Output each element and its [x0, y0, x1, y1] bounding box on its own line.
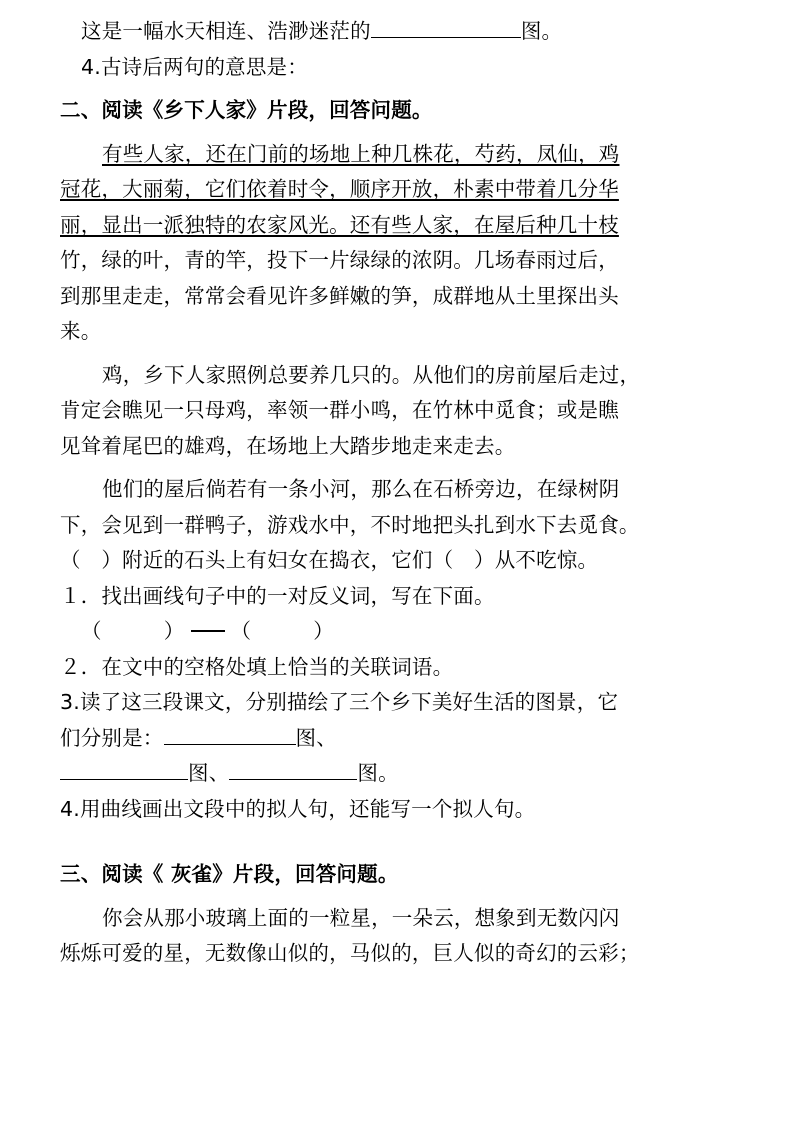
spacer-3: [60, 350, 733, 358]
passage-line-10: 他们的屋后倘若有一条小河，那么在石桥旁边，在绿树阴: [102, 477, 620, 501]
passage-line-4: 竹，绿的叶，青的竿，投下一片绿绿的浓阴。几场春雨过后，: [60, 248, 619, 272]
underlined-text-1: 有些人家，还在门前的场地上种几株花，芍药，凤仙，鸡: [102, 141, 620, 166]
question-2: ２．在文中的空格处填上恰当的关联词语。: [60, 654, 454, 679]
text-line-1: [60, 14, 733, 50]
passage-line-5: 到那里走走，常常会看见许多鲜嫩的笋，成群地从土里探出头: [60, 283, 619, 308]
fill-blank-1[interactable]: [371, 17, 521, 38]
section-heading-three: 三、阅读《 灰雀》片段，回答问题。: [60, 862, 399, 886]
spacer-5: [60, 827, 733, 857]
line-1-tail: 图。: [520, 19, 563, 43]
passage-line-7: 鸡，乡下人家照例总要养几只的。从他们的房前屋后走过，: [102, 362, 641, 387]
passage-line-2: [60, 172, 733, 208]
question-3-line-1: 3.读了这三段课文，分别描绘了三个乡下美好生活的图景，它: [60, 690, 619, 714]
dash-connector-icon: [191, 630, 225, 632]
passage-line-9: 见耸着尾巴的雄鸡，在场地上大踏步地走来走去。: [60, 433, 516, 458]
question-3-tail-1: 图、: [295, 725, 337, 750]
question-4: 4.用曲线画出文段中的拟人句，还能写一个拟人句。: [60, 796, 536, 821]
passage2-line-2: 烁烁可爱的星，无数像山似的，马似的，巨人似的奇幻的云彩；: [60, 941, 640, 965]
fill-blank-4[interactable]: [229, 759, 357, 780]
text-line-2: 4.古诗后两句的意思是：: [81, 54, 308, 79]
passage-line-8: 肯定会瞧见一只母鸡，率领一群小鸣，在竹林中觅食；或是瞧: [60, 398, 619, 422]
question-3-tail-2: 图、: [188, 761, 230, 785]
spacer-4: [60, 464, 733, 472]
passage-line-3: [60, 208, 733, 244]
fill-blank-2[interactable]: [164, 724, 296, 745]
passage-line-11: 下，会见到一群鸭子，游戏水中，不时地把头扎到水下去觅食。: [60, 512, 640, 537]
spacer-6: [60, 893, 733, 901]
passage-line-1: [60, 137, 733, 173]
answer-bracket-right[interactable]: （ ）: [230, 619, 334, 643]
underlined-text-3: 丽，显出一派独特的农家风光。还有些人家，在屋后种几十枝: [60, 212, 619, 237]
passage-line-6: 来。: [60, 319, 102, 343]
fill-blank-3[interactable]: [60, 759, 188, 780]
question-3-tail-3: 图。: [357, 761, 399, 785]
question-3-lead: 们分别是：: [60, 725, 164, 750]
question-3-line-3: [60, 756, 733, 792]
underlined-text-2: 冠花，大丽菊，它们依着时令，顺序开放，朴素中带着几分华: [60, 177, 619, 201]
passage2-line-1: 你会从那小玻璃上面的一粒星，一朵云，想象到无数闪闪: [102, 905, 620, 930]
answer-bracket-left[interactable]: （ ）: [81, 619, 185, 643]
spacer-2: [60, 129, 733, 137]
passage-line-12: （ ）附近的石头上有妇女在捣衣，它们（ ）从不吃惊。: [60, 548, 599, 572]
section-heading-two: 二、阅读《乡下人家》片段，回答问题。: [60, 98, 433, 122]
spacer-1: [60, 85, 733, 93]
line-1-text: 这是一幅水天相连、浩渺迷茫的: [81, 19, 371, 43]
question-1: １．找出画线句子中的一对反义词，写在下面。: [60, 583, 495, 608]
question-3-line-2: [60, 721, 733, 757]
question-1-answer-row: [60, 614, 733, 650]
